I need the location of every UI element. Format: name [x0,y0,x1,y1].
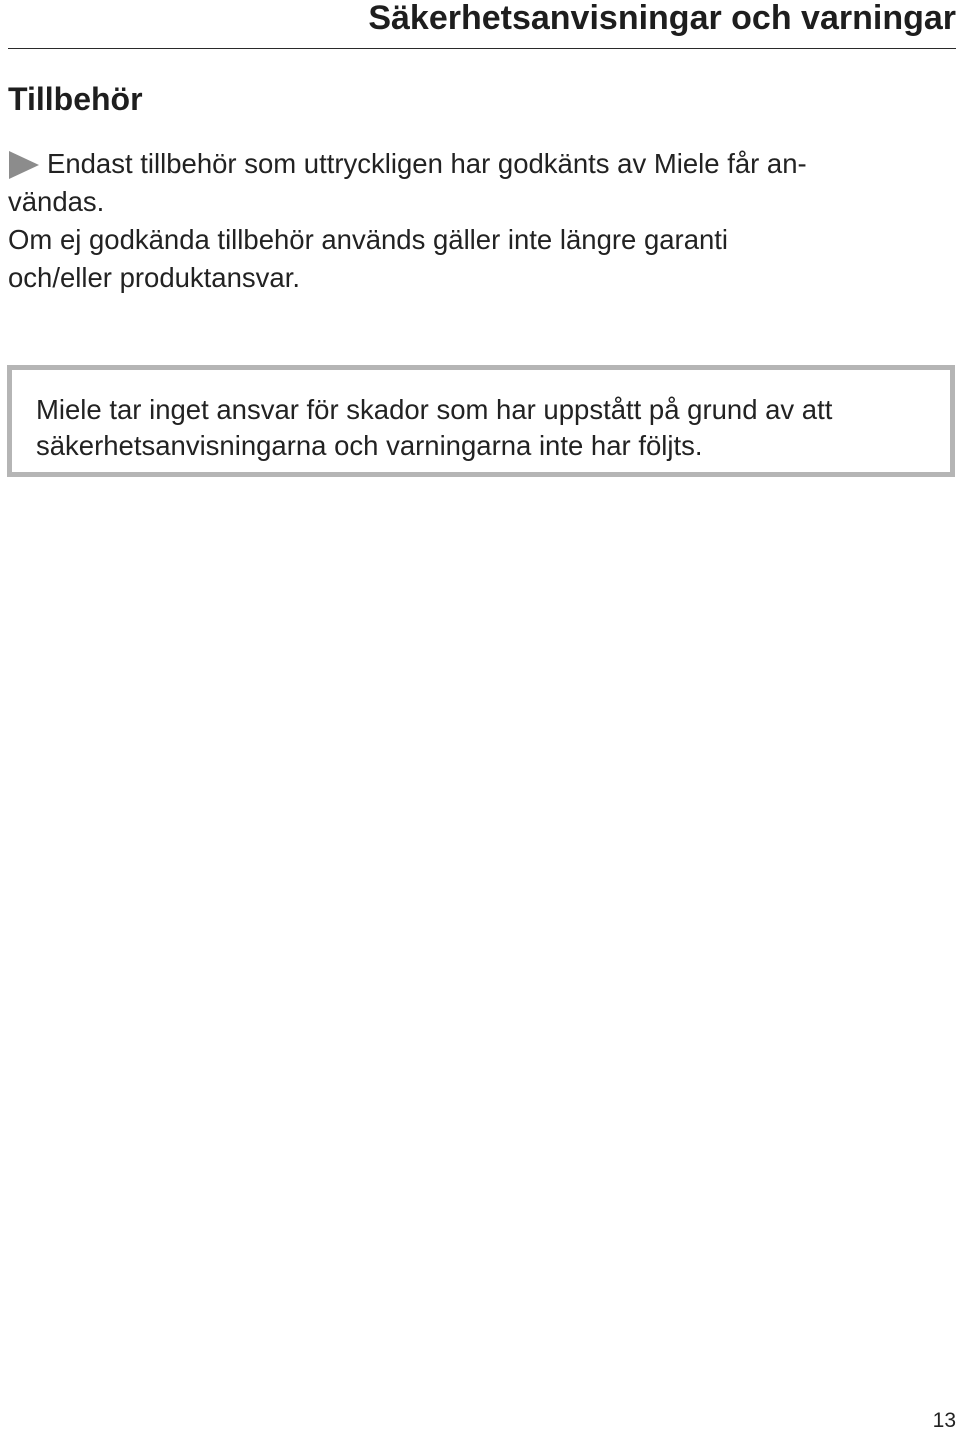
notice-line-2: säkerhetsanvisningarna och varningarna inte har följts. [36,430,703,461]
page-header [8,0,956,49]
notice-line-1: Miele tar inget ansvar för skador som har uppstått på grund av att [36,394,833,425]
triangle-bullet-icon [8,149,40,181]
paragraph-line-1: Om ej godkända tillbehör används gäller inte längre garanti [8,224,729,255]
notice-box [7,365,955,477]
page-header-title: Säkerhetsanvisningar och varningar [368,0,956,37]
paragraph-line-2: och/eller produktansvar. [8,262,300,293]
bullet-text-line-1: Endast tillbehör som uttryckligen har godkänts av Miele får an- [47,148,807,179]
bullet-item [8,145,807,183]
bullet-text-line-2: vändas. [8,186,105,217]
page-number: 13 [932,1409,956,1432]
section-heading: Tillbehör [8,81,143,117]
